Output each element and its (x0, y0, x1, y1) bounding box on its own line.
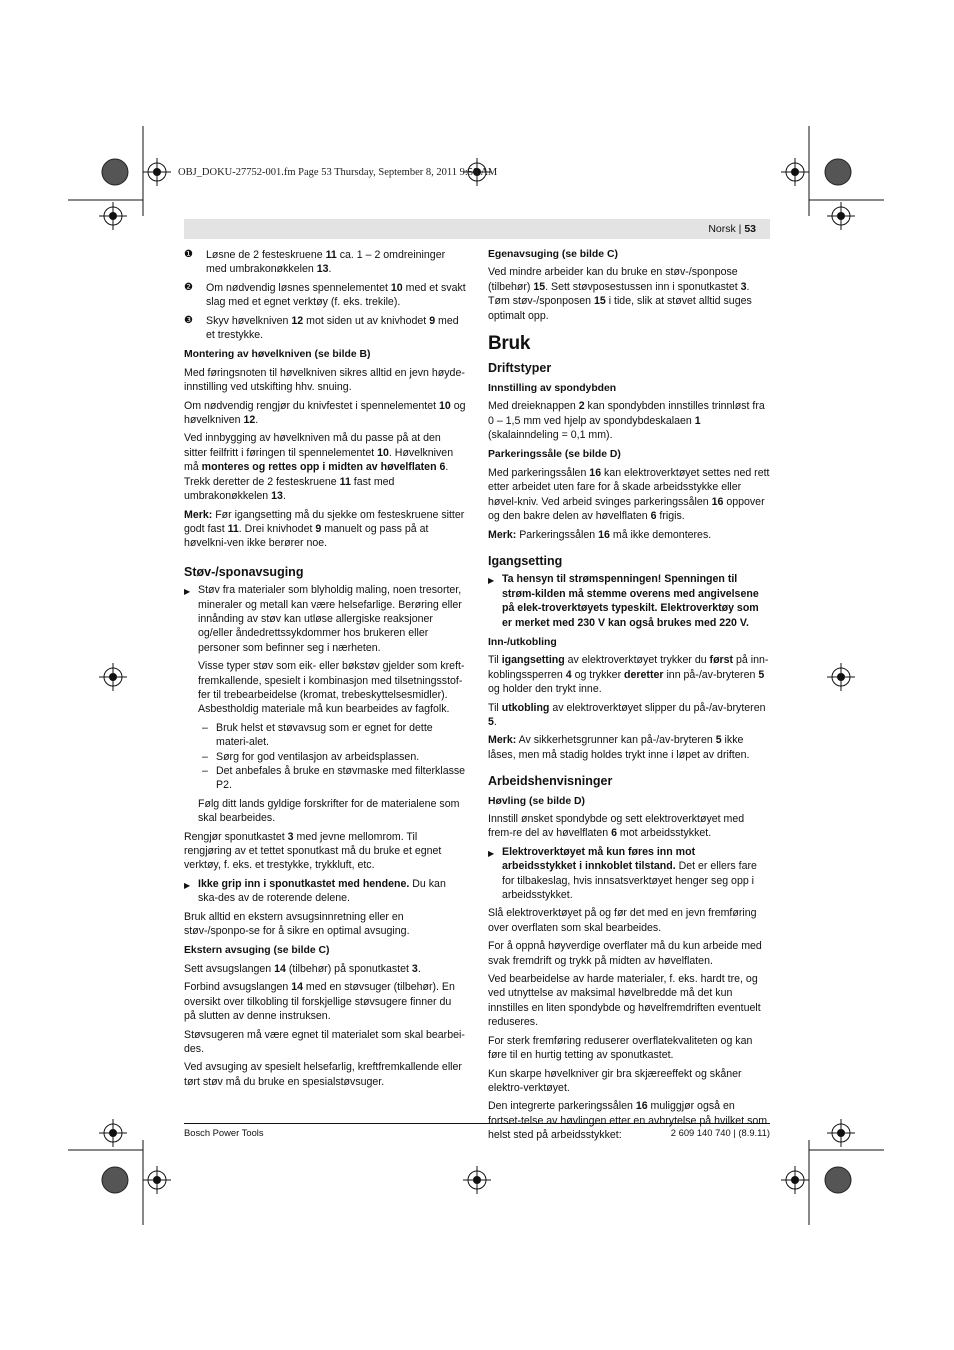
list-item: – Bruk helst et støvavsug som er egnet for dette materi-alet. (202, 721, 433, 749)
step-2: ❷ Om nødvendig løsnes spennelementet 10 med et svakt slag med et egnet verktøy (f. eks. trekile). (184, 281, 466, 309)
warning-item: ▶ Støv fra materialer som blyholdig maling, noen tresorter, mineraler og metall kan være helsefarlige. Berøring eller innånding av støv kan utløse allergiske reaksjoner og/eller åndedrettssykdommer hos brukeren eller personer som befinner seg i nærheten. (184, 584, 462, 654)
bruk-heading: Bruk (488, 333, 531, 355)
paragraph: Om nødvendig rengjør du knivfestet i spennelementet 10 og høvelkniven 12. (184, 399, 466, 427)
innut-heading: Inn-/utkobling (488, 636, 557, 648)
arrow-icon: ▶ (488, 576, 495, 586)
igangsetting-heading: Igangsetting (488, 553, 563, 568)
paragraph: Til igangsetting av elektroverktøyet trykker du først på inn-koblingssperren 4 og trykker deretter inn på-/av-bryteren 5 og holder den trykt inne. (488, 654, 769, 696)
page-number: 53 (744, 223, 756, 235)
step-3: ❸ Skyv høvelkniven 12 mot siden ut av knivhodet 9 med et trestykke. (184, 314, 459, 342)
registration-cross-icon (143, 158, 171, 186)
registration-dot-icon (825, 1167, 851, 1193)
header-separator: | (735, 223, 745, 235)
hovling-heading: Høvling (se bilde D) (488, 795, 585, 807)
paragraph: Med føringsnoten til høvelkniven sikres alltid en jevn høyde-innstilling ved utskifting hhv. snuing. (184, 366, 465, 394)
note: Merk: Av sikkerhetsgrunner kan på-/av-bryteren 5 ikke låses, men må stadig holdes trykt inne i løpet av driften. (488, 734, 750, 761)
paragraph: For å oppnå høyverdige overflater må du kun arbeide med svak fremdrift og trykk på midten av høvelflaten. (488, 940, 762, 967)
arbeid-heading: Arbeidshenvisninger (488, 774, 613, 789)
page-header (184, 219, 770, 239)
arrow-icon: ▶ (184, 587, 191, 597)
header-language: Norsk (708, 223, 736, 235)
list-item: – Det anbefales å bruke en støvmaske med filterklasse P2. (202, 765, 466, 792)
footer-brand: Bosch Power Tools (184, 1127, 264, 1138)
registration-cross-icon (99, 1119, 127, 1147)
paragraph: Den integrerte parkeringssålen 16 muliggjør også en fortset-telse av høvlingen etter en avbrytelse på hvilket som helst sted på arbeidsstykket: (488, 1100, 768, 1142)
registration-cross-icon (827, 202, 855, 230)
parkering-heading: Parkeringssåle (se bilde D) (488, 449, 621, 461)
driftstyper-heading: Driftstyper (488, 361, 552, 376)
arrow-icon: ▶ (184, 880, 191, 890)
paragraph: Med parkeringssålen 16 kan elektroverktøyet settes ned rett etter arbeidet uten fare for å skade arbeidsstykke eller høvel-kniv. Ved arbeid svinges parkeringssålen 16 oppover og den bakre delen av høvelflaten 6 frigis. (488, 466, 770, 523)
list-item: – Sørg for god ventilasjon av arbeidsplassen. (202, 750, 420, 763)
montering-heading: Montering av høvelkniven (se bilde B) (184, 349, 371, 361)
ekstern-heading: Ekstern avsuging (se bilde C) (184, 945, 330, 957)
note: Merk: Parkeringssålen 16 må ikke demonteres. (488, 528, 712, 541)
arrow-icon: ▶ (488, 848, 495, 858)
registration-dot-icon (102, 159, 128, 185)
dash-icon: – (202, 765, 208, 777)
dash-icon: – (202, 721, 208, 734)
paragraph: Følg ditt lands gyldige forskrifter for de materialene som skal bearbeides. (198, 797, 460, 825)
registration-cross-icon (781, 158, 809, 186)
registration-cross-icon (99, 202, 127, 230)
registration-cross-icon (781, 1166, 809, 1194)
paragraph: Ved innbygging av høvelkniven må du passe på at den sitter feilfritt i føringen til spennelementet 10. Høvelkniven må monteres og rettes opp i midten av høvelflaten 6. Trekk deretter de 2 festeskruene 11 fast med umbrakonøkkelen 13. (184, 432, 454, 503)
warning-item: ▶ Elektroverktøyet må kun føres inn mot arbeidsstykket i innkoblet tilstand. Det er ellers fare for tilbakeslag, hvis innsatsverktøyet henger seg opp i arbeidsstykket. (488, 845, 757, 902)
paragraph: Støvsugeren må være egnet til materialet som skal bearbei-des. (184, 1028, 465, 1055)
left-column (184, 248, 466, 1093)
paragraph: Med dreieknappen 2 kan spondybden innstilles trinnløst fra 0 – 1,5 mm ved hjelp av spondybdeskalaen 1 (skalainndeling = 0,1 mm). (488, 400, 765, 442)
paragraph: Slå elektroverktøyet på og før det med en jevn fremføring over overflaten som skal bearbeides. (488, 907, 757, 934)
right-column (488, 248, 770, 1147)
footer-docnum: 2 609 140 740 | (8.9.11) (670, 1127, 770, 1138)
registration-cross-icon (463, 1166, 491, 1194)
paragraph: Kun skarpe høvelkniver gir bra skjæreeffekt og skåner elektro-verktøyet. (488, 1067, 742, 1094)
stov-heading: Støv-/sponavsuging (184, 564, 304, 579)
paragraph: Innstill ønsket spondybde og sett elektroverktøyet med frem-re del av høvelflaten 6 mot arbeidsstykket. (488, 813, 745, 840)
paragraph: Ved mindre arbeider kan du bruke en støv-/sponpose (tilbehør) 15. Sett støvposestussen inn i sponutkastet 3. Tøm støv-/sponposen 15 i tide, slik at støvet alltid suges optimalt opp. (488, 266, 752, 322)
registration-cross-icon (143, 1166, 171, 1194)
number-1-icon: ❶ (184, 249, 193, 260)
file-slug: OBJ_DOKU-27752-001.fm Page 53 Thursday, September 8, 2011 9:58 AM (178, 167, 498, 178)
paragraph: Til utkobling av elektroverktøyet slipper du på-/av-bryteren 5. (488, 701, 766, 728)
registration-cross-icon (827, 1119, 855, 1147)
footer-rule (184, 1123, 770, 1124)
paragraph: Ved avsuging av spesielt helsefarlig, kreftfremkallende eller tørt støv må du bruke en spesialstøvsuger. (184, 1061, 462, 1088)
innstilling-heading: Innstilling av spondybden (488, 382, 617, 394)
paragraph: Forbind avsugslangen 14 med en støvsuger (tilbehør). En oversikt over tilkobling til forskjellige støvsugere finner du på slutten av denne instruksen. (184, 981, 455, 1023)
warning-item: ▶ Ikke grip inn i sponutkastet med hendene. Du kan ska-des av de roterende delene. (184, 877, 446, 905)
paragraph: Visse typer støv som eik- eller bøkstøv gjelder som kreft-fremkallende, spesielt i kombinasjon med tilsetningsstof-fer til trebearbeidelse (kromat, trebeskyttelsesmidler). Asbestholdig materiale må kun bearbeides av fagfolk. (198, 660, 465, 716)
number-3-icon: ❸ (184, 314, 193, 326)
egen-heading: Egenavsuging (se bilde C) (488, 249, 618, 260)
paragraph: Bruk alltid en ekstern avsugsinnretning eller en støv-/sponpo-se for å sikre en optimal avsuging. (184, 910, 410, 938)
registration-cross-icon (827, 663, 855, 691)
number-2-icon: ❷ (184, 281, 193, 293)
dash-icon: – (202, 750, 208, 763)
step-1: ❶ Løsne de 2 festeskruene 11 ca. 1 – 2 omdreininger med umbrakonøkkelen 13. (184, 249, 446, 276)
warning-item: ▶ Ta hensyn til strømspenningen! Spenningen til strøm-kilden må stemme overens med angivelsene på elek-troverktøyets typeskilt. Elektroverktøy som er merket med 230 V kan også brukes med 220 V. (488, 573, 759, 629)
paragraph: Sett avsugslangen 14 (tilbehør) på sponutkastet 3. (184, 962, 421, 975)
registration-dot-icon (102, 1167, 128, 1193)
registration-cross-icon (99, 663, 127, 691)
registration-dot-icon (825, 159, 851, 185)
note: Merk: Før igangsetting må du sjekke om festeskruene sitter godt fast 11. Drei knivhodet 9 manuelt og pass på at høvelkni-ven ikke berører noe. (184, 508, 465, 550)
paragraph: Ved bearbeidelse av harde materialer, f. eks. hardt tre, og ved utnyttelse av maksimal høvelbredde må det kun innstilles en liten spondybde og høvelfremdriften eventuelt reduseres. (488, 973, 761, 1029)
paragraph: Rengjør sponutkastet 3 med jevne mellomrom. Til rengjøring av et tettet sponutkast må du bruke et egnet verktøy, f. eks. et trestykke, trykkluft, etc. (184, 830, 442, 872)
paragraph: For sterk fremføring reduserer overflatekvaliteten og kan føre til en hurtig tetting av sponutkastet. (488, 1034, 753, 1062)
